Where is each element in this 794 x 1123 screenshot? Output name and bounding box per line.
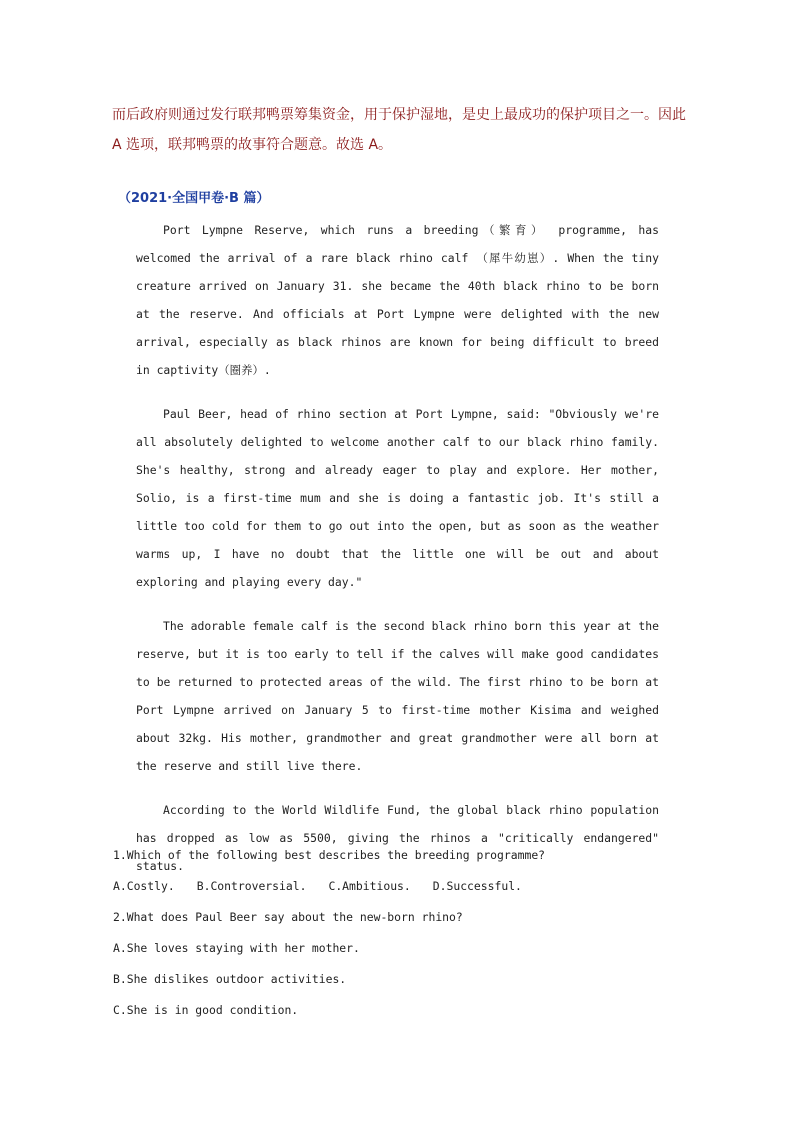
option-b: B.Controversial. [196,879,307,893]
option-a: A.Costly. [113,879,175,893]
section-title: （2021·全国甲卷·B 篇） [118,191,270,206]
answer-analysis: 而后政府则通过发行联邦鸭票筹集资金，用于保护湿地，是史上最成功的保护项目之一。因此 A 选项，联邦鸭票的故事符合题意。故选 A。 [112,107,686,153]
question-2-option-b: B.She dislikes outdoor activities. [113,972,347,986]
question-2-option-c: C.She is in good condition. [113,1003,299,1017]
passage-paragraph-3: The adorable female calf is the second black rhino born this year at the reserve, but it is too early to tell if the calves will make good candidates to be returned to protected areas of the wild. The first rhino to be born at Port Lympne arrived on January 5 to first-time mother Kisima and weighed about 32kg. His mother, grandmother and great grandmother were all born at the reserve and still live there. [136,619,659,773]
option-d: D.Successful. [432,879,522,893]
option-c: C.Ambitious. [328,879,411,893]
question-list [113,840,673,1026]
question-2-option-a: A.She loves staying with her mother. [113,941,360,955]
passage-paragraph-4: According to the World Wildlife Fund, the global black rhino population has dropped as low as 5500, giving the rhinos a "critically endangered" status. [136,803,659,873]
question-2: 2.What does Paul Beer say about the new-born rhino? [113,910,463,924]
reading-passage [136,216,659,896]
question-1: 1.Which of the following best describes the breeding programme? [113,848,546,862]
passage-paragraph-1: Port Lympne Reserve, which runs a breeding（繁育） programme, has welcomed the arrival of a rare black rhino calf （犀牛幼崽）. When the tiny creature arrived on January 31. she became the 40th black rhino to be born at the reserve. And officials at Port Lympne were delighted with the new arrival, especially as black rhinos are known for being difficult to breed in captivity（圈养）. [136,223,659,377]
question-1-options [113,871,673,902]
passage-paragraph-2: Paul Beer, head of rhino section at Port Lympne, said: "Obviously we're all absolutely delighted to welcome another calf to our black rhino family. She's healthy, strong and already eager to play and explore. Her mother, Solio, is a first-time mum and she is doing a fantastic job. It's still a little too cold for them to go out into the open, but as soon as the weather warms up, I have no doubt that the little one will be out and about exploring and playing every day." [136,407,659,589]
